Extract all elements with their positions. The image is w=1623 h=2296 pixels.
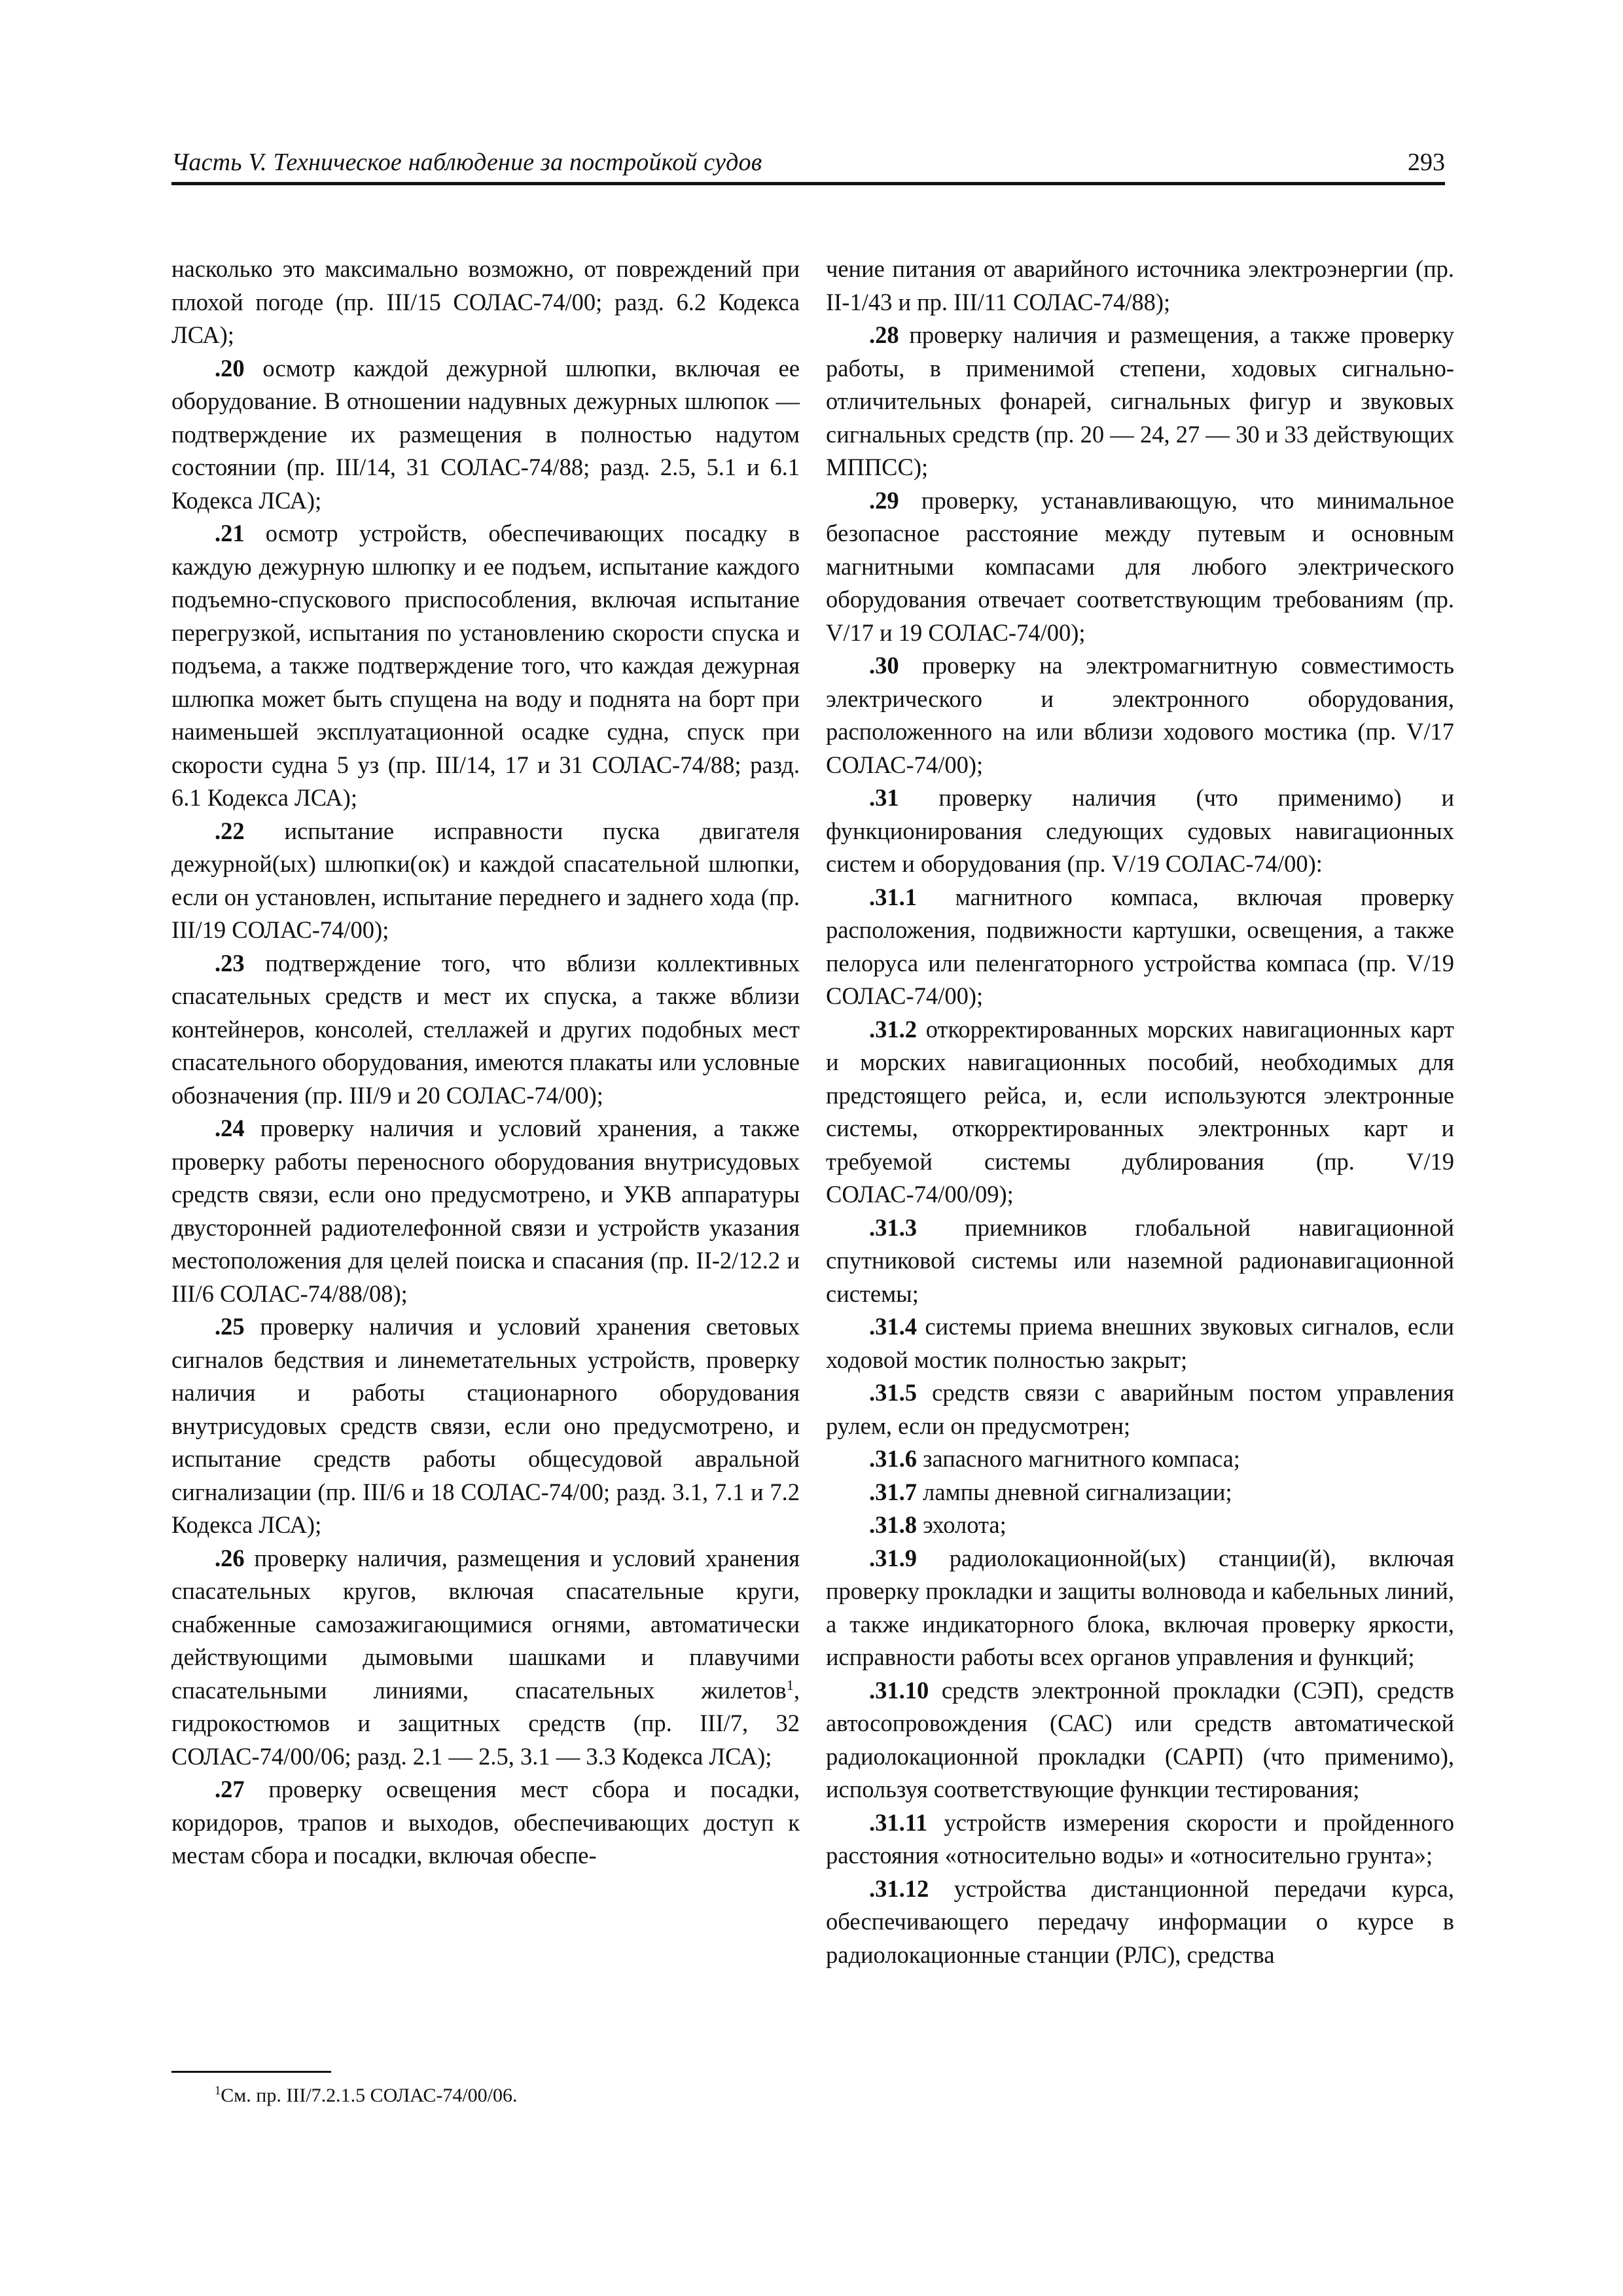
- right-column: [826, 253, 1454, 1971]
- paragraph-text: проверку на электромагнитную совместимость электрического и электронного оборудования, расположенного на или вблизи ходового мостика (пр. V/17 СОЛАС-74/00);: [826, 652, 1454, 778]
- item-number: .25: [215, 1313, 245, 1340]
- paragraph: [171, 815, 800, 947]
- paragraph: [826, 1476, 1454, 1509]
- paragraph-text: проверку наличия и условий хранения световых сигналов бедствия и линеметательных устройств, проверку наличия и работы стационарного оборудования внутрисудовых средств связи, если оно предусмотрено, и испытание средств работы общесудовой авральной сигнализации (пр. III/6 и 18 СОЛАС-74/00; разд. 3.1, 7.1 и 7.2 Кодекса ЛСА);: [171, 1313, 800, 1538]
- paragraph: [826, 881, 1454, 1013]
- paragraph: [171, 352, 800, 518]
- paragraph: [826, 1806, 1454, 1873]
- paragraph: [826, 1873, 1454, 1972]
- item-number: .26: [215, 1544, 245, 1571]
- footnote-text: См. пр. III/7.2.1.5 СОЛАС-74/00/06.: [221, 2085, 518, 2106]
- paragraph-text: проверку, устанавливающую, что минимальное безопасное расстояние между путевым и основным магнитными компасами для любого электрического оборудования отвечает соответствующим требованиям (пр. V/17 и 19 СОЛАС-74/00);: [826, 486, 1454, 646]
- item-number: .31.2: [869, 1015, 917, 1043]
- paragraph-text: средств связи с аварийным постом управления рулем, если он предусмотрен;: [826, 1379, 1454, 1439]
- item-number: .31.3: [869, 1213, 917, 1241]
- item-number: .31.6: [869, 1445, 917, 1472]
- item-number: .31.10: [869, 1676, 929, 1704]
- paragraph: [826, 319, 1454, 484]
- paragraph-text: средств электронной прокладки (СЭП), средств автосопровождения (САС) или средств автоматической радиолокационной прокладки (САРП) (что применимо), используя соответствующие функции тестирования;: [826, 1676, 1454, 1803]
- paragraph-text: проверку наличия и размещения, а также проверку работы, в применимой степени, ходовых сигнально-отличительных фонарей, сигнальных фигур и звуковых сигнальных средств (пр. 20 — 24, 27 — 30 и 33 действующих МППСС);: [826, 321, 1454, 480]
- item-number: .31.4: [869, 1313, 917, 1340]
- footnote-reference: 1: [786, 1676, 794, 1693]
- paragraph-text: эхолота;: [917, 1511, 1007, 1538]
- item-number: .31.11: [869, 1808, 928, 1836]
- footnote-mark: 1: [215, 2084, 221, 2098]
- item-number: .31.9: [869, 1544, 917, 1571]
- paragraph: [826, 1013, 1454, 1211]
- paragraph-text: испытание исправности пуска двигателя дежурной(ых) шлюпки(ок) и каждой спасательной шлюпки, если он установлен, испытание переднего и заднего хода (пр. III/19 СОЛАС-74/00);: [171, 817, 800, 943]
- paragraph-text: проверку наличия, размещения и условий хранения спасательных кругов, включая спасательные круги, снабженные самозажигающимися огнями, автоматически действующими дымовыми шашками и плавучими спасательными линиями, спасательных жилетов: [171, 1544, 800, 1704]
- paragraph: [826, 1211, 1454, 1311]
- paragraph: [171, 253, 800, 352]
- item-number: .22: [215, 817, 245, 844]
- paragraph: [826, 1542, 1454, 1674]
- item-number: .29: [869, 486, 899, 514]
- page-header: [171, 145, 1445, 185]
- item-number: .24: [215, 1115, 245, 1141]
- paragraph-text: осмотр устройств, обеспечивающих посадку в каждую дежурную шлюпку и ее подъем, испытание каждого подъемно-спускового приспособления, включая испытание перегрузкой, испытания по установлению скорости спуска и подъема, а также подтверждение того, что каждая дежурная шлюпка может быть спущена на воду и поднята на борт при наименьшей эксплуатационной осадке судна, спуск при скорости судна 5 уз (пр. III/14, 17 и 31 СОЛАС-74/88; разд. 6.1 Кодекса ЛСА);: [171, 520, 800, 811]
- item-number: .23: [215, 949, 245, 977]
- paragraph-text: магнитного компаса, включая проверку расположения, подвижности картушки, освещения, а также пелоруса или пеленгаторного устройства компаса (пр. V/19 СОЛАС-74/00);: [826, 883, 1454, 1009]
- item-number: .31.12: [869, 1874, 929, 1902]
- paragraph: [171, 947, 800, 1113]
- item-number: .31.1: [869, 883, 917, 910]
- item-number: .28: [869, 321, 899, 348]
- paragraph: [171, 517, 800, 815]
- paragraph: [826, 253, 1454, 319]
- paragraph-text: откорректированных морских навигационных карт и морских навигационных пособий, необходимых для предстоящего рейса, и, если используются электронные системы, откорректированных электронных карт и требуемой системы дублирования (пр. V/19 СОЛАС-74/00/09);: [826, 1015, 1454, 1208]
- paragraph-text: осмотр каждой дежурной шлюпки, включая ее оборудование. В отношении надувных дежурных шлюпок — подтверждение их размещения в полностью надутом состоянии (пр. III/14, 31 СОЛАС-74/88; разд. 2.5, 5.1 и 6.1 Кодекса ЛСА);: [171, 354, 800, 514]
- footnote: [215, 2083, 518, 2109]
- paragraph: [826, 484, 1454, 650]
- paragraph-text: приемников глобальной навигационной спутниковой системы или наземной радионавигационной системы;: [826, 1213, 1454, 1307]
- paragraph: [826, 649, 1454, 781]
- paragraph-text: подтверждение того, что вблизи коллективных спасательных средств и мест их спуска, а также вблизи контейнеров, консолей, стеллажей и других подобных мест спасательного оборудования, имеются плакаты или условные обозначения (пр. III/9 и 20 СОЛАС-74/00);: [171, 949, 800, 1109]
- paragraph-text: лампы дневной сигнализации;: [917, 1478, 1232, 1505]
- paragraph-text: проверку наличия (что применимо) и функционирования следующих судовых навигационных систем и оборудования (пр. V/19 СОЛАС-74/00):: [826, 784, 1454, 877]
- item-number: .20: [215, 354, 245, 382]
- item-number: .31.5: [869, 1379, 917, 1406]
- paragraph: [171, 1112, 800, 1310]
- paragraph-text: системы приема внешних звуковых сигналов, если ходовой мостик полностью закрыт;: [826, 1313, 1454, 1373]
- paragraph: [171, 1773, 800, 1873]
- page-number: 293: [1408, 149, 1445, 176]
- paragraph-text: чение питания от аварийного источника электроэнергии (пр. II-1/43 и пр. III/11 СОЛАС-74/88);: [826, 255, 1454, 315]
- paragraph-text: устройств измерения скорости и пройденного расстояния «относительно воды» и «относительно грунта»;: [826, 1808, 1454, 1869]
- paragraph: [826, 1443, 1454, 1476]
- paragraph: [826, 781, 1454, 881]
- left-column: [171, 253, 800, 1873]
- item-number: .21: [215, 520, 245, 547]
- item-number: .30: [869, 652, 899, 679]
- item-number: .27: [215, 1776, 245, 1803]
- paragraph-text: устройства дистанционной передачи курса, обеспечивающего передачу информации о курсе в радиолокационные станции (РЛС), средства: [826, 1874, 1454, 1968]
- footnote-divider: [171, 2071, 331, 2073]
- paragraph-text: насколько это максимально возможно, от повреждений при плохой погоде (пр. III/15 СОЛАС-74/00; разд. 6.2 Кодекса ЛСА);: [171, 255, 800, 348]
- running-title: Часть V. Техническое наблюдение за постройкой судов: [171, 149, 762, 176]
- item-number: .31.8: [869, 1511, 917, 1538]
- paragraph-text: проверку наличия и условий хранения, а также проверку работы переносного оборудования внутрисудовых средств связи, если оно предусмотрено, и УКВ аппаратуры двусторонней радиотелефонной связи и устройств указания местоположения для целей поиска и спасания (пр. II-2/12.2 и III/6 СОЛАС-74/88/08);: [171, 1115, 800, 1307]
- paragraph: [171, 1310, 800, 1542]
- paragraph: [171, 1542, 800, 1774]
- paragraph-text-tail: , гидрокостюмов и защитных средств (пр. III/7, 32 СОЛАС-74/00/06; разд. 2.1 — 2.5, 3.1 — 3.3 Кодекса ЛСА);: [171, 1676, 800, 1770]
- item-number: .31.7: [869, 1478, 917, 1505]
- paragraph: [826, 1674, 1454, 1806]
- paragraph: [826, 1310, 1454, 1376]
- paragraph-text: радиолокационной(ых) станции(й), включая проверку прокладки и защиты волновода и кабельных линий, а также индикаторного блока, включая проверку яркости, исправности работы всех органов управления и функций;: [826, 1544, 1454, 1670]
- paragraph: [826, 1509, 1454, 1542]
- paragraph-text: запасного магнитного компаса;: [917, 1445, 1240, 1472]
- item-number: .31: [869, 784, 899, 811]
- paragraph: [826, 1376, 1454, 1443]
- paragraph-text: проверку освещения мест сбора и посадки, коридоров, трапов и выходов, обеспечивающих доступ к местам сбора и посадки, включая обеспе-: [171, 1776, 800, 1869]
